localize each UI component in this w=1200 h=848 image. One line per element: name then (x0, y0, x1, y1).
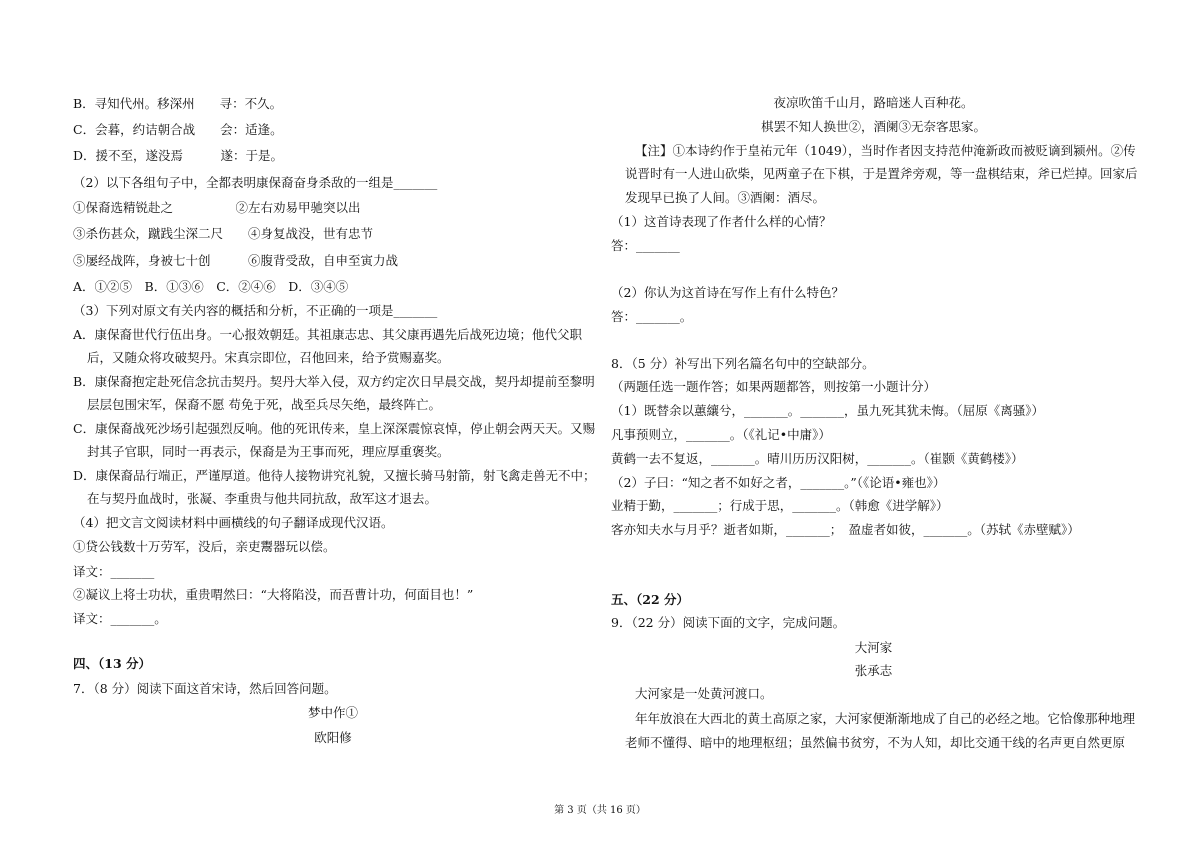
q1-option-c: C．会暮，约诘朝合战 会：适逢。 (73, 122, 283, 137)
article-author: 张承志 (854, 663, 893, 678)
article-paragraph: 大河家是一处黄河渡口。 (635, 686, 773, 701)
q4-stem: （4）把文言文阅读材料中画横线的句子翻译成现代汉语。 (73, 515, 394, 530)
q8-line: 黄鹤一去不复返，_______。晴川历历汉阳树，_______。（崔颢《黄鹤楼》） (611, 451, 1024, 466)
q4-answer-1: 译文：_______ (73, 564, 155, 579)
poem-note-line: 说晋时有一人进山砍柴，见两童子在下棋，于是置斧旁观，等一盘棋结束，斧已烂掉。回家后 (625, 166, 1138, 181)
q2-stem: （2）以下各组句子中，全都表明康保裔奋身杀敌的一组是_______ (73, 175, 438, 190)
q8-line: （2）子曰：“知之者不如好之者，_______。”（《论语•雍也》） (611, 475, 946, 490)
q9-stem: 9．（22 分）阅读下面的文字，完成问题。 (611, 615, 846, 630)
section-five-heading: 五、（22 分） (611, 592, 689, 607)
q3-line: 在与契丹血战时，张凝、李重贵与他共同抗敌，敌军这才退去。 (87, 491, 438, 506)
article-paragraph-line: 老师不懂得、暗中的地理枢纽；虽然偏书贫穷，不为人知，却比交通干线的名声更自然更原 (625, 735, 1126, 750)
q8-note: （两题任选一题作答；如果两题都答，则按第一小题计分） (611, 379, 937, 394)
poem-note-line: 【注】①本诗约作于皇祐元年（1049），当时作者因支持范仲淹新政而被贬谪到颍州。②传 (635, 143, 1136, 158)
poem-line: 棋罢不知人换世②，酒阑③无奈客思家。 (760, 119, 986, 134)
q3-line: 后，又随众将攻破契丹。宋真宗即位，召他回来，给予赏赐嘉奖。 (87, 350, 450, 365)
q3-stem: （3）下列对原文有关内容的概括和分析，不正确的一项是_______ (73, 303, 438, 318)
poem-author: 欧阳修 (314, 730, 352, 745)
poem-note-line: 发现早已换了人间。③酒阑：酒尽。 (625, 190, 826, 205)
q3-line: C．康保裔战死沙场引起强烈反响。他的死讯传来，皇上深深震惊哀悼，停止朝会两天天。又赐 (73, 421, 596, 436)
q3-line: A．康保裔世代行伍出身。一心报效朝廷。其祖康志忠、其父康再遇先后战死边境；他代父职 (73, 327, 583, 342)
poem-line: 夜凉吹笛千山月，路暗迷人百种花。 (773, 95, 974, 110)
q4-answer-2: 译文：_______。 (73, 611, 167, 626)
q1-option-b: B．寻知代州。移深州 寻：不久。 (73, 96, 283, 111)
q3-line: D．康保裔品行端正，严谨厚道。他待人接物讲究礼貌，又擅长骑马射箭，射飞禽走兽无不中； (73, 468, 596, 483)
q8-line: 客亦知夫水与月乎？逝者如斯，_______； 盈虚者如彼，_______。（苏轼《赤壁赋》） (611, 522, 1080, 537)
page-footer: 第 3 页（共 16 页） (554, 805, 646, 816)
q7-sub2: （2）你认为这首诗在写作上有什么特色？ (611, 285, 844, 300)
q7-answer-2: 答：_______。 (611, 309, 693, 324)
q7-stem: 7．（8 分）阅读下面这首宋诗，然后回答问题。 (73, 681, 337, 696)
q4-sentence-1: ①贷公钱数十万劳军，没后，亲吏鬻器玩以偿。 (73, 539, 336, 554)
q1-option-d: D．援不至，遂没焉 遂：于是。 (73, 148, 284, 163)
q7-answer-1: 答：_______ (611, 238, 680, 253)
q2-row: ③杀伤甚众，蹴践尘深二尺 ④身复战没，世有忠节 (73, 226, 374, 241)
section-four-heading: 四、（13 分） (73, 656, 151, 671)
q3-line: 层层包围宋军，保裔不愿 苟免于死，战至兵尽矢绝，最终阵亡。 (87, 397, 441, 412)
q3-line: B．康保裔抱定赴死信念抗击契丹。契丹大举入侵，双方约定次日早晨交战，契丹却提前至黎明 (73, 374, 595, 389)
q2-row: ①保裔选精锐赴之 ②左右劝易甲驰突以出 (73, 200, 361, 215)
q8-line: 业精于勤，_______；行成于思，_______。（韩愈《进学解》） (611, 498, 949, 513)
q4-sentence-2: ②凝议上将士功状，重贵喟然曰：“大将陷没，而吾曹计功，何面目也！” (73, 587, 474, 602)
q3-line: 封其子官职，同时一再表示，保裔是为王事而死，理应厚重褒奖。 (87, 444, 450, 459)
q8-stem: 8．（5 分）补写出下列名篇名句中的空缺部分。 (611, 356, 875, 371)
poem-title: 梦中作① (307, 705, 358, 720)
article-paragraph-line: 年年放浪在大西北的黄土高原之家，大河家便渐渐地成了自己的必经之地。它恰像那种地理 (635, 711, 1136, 726)
q8-line: 凡事预则立，_______。（《礼记•中庸》） (611, 427, 831, 442)
article-title: 大河家 (854, 640, 893, 655)
q2-row: ⑤屡经战阵，身被七十创 ⑥腹背受敌，自申至寅力战 (73, 253, 399, 268)
q8-line: （1）既替余以蕙纕兮，_______。_______，虽九死其犹未悔。（屈原《离骚》） (611, 403, 1044, 418)
q7-sub1: （1）这首诗表现了作者什么样的心情？ (611, 214, 832, 229)
q2-answers: A．①②⑤ B．①③⑥ C．②④⑥ D．③④⑤ (73, 279, 349, 294)
